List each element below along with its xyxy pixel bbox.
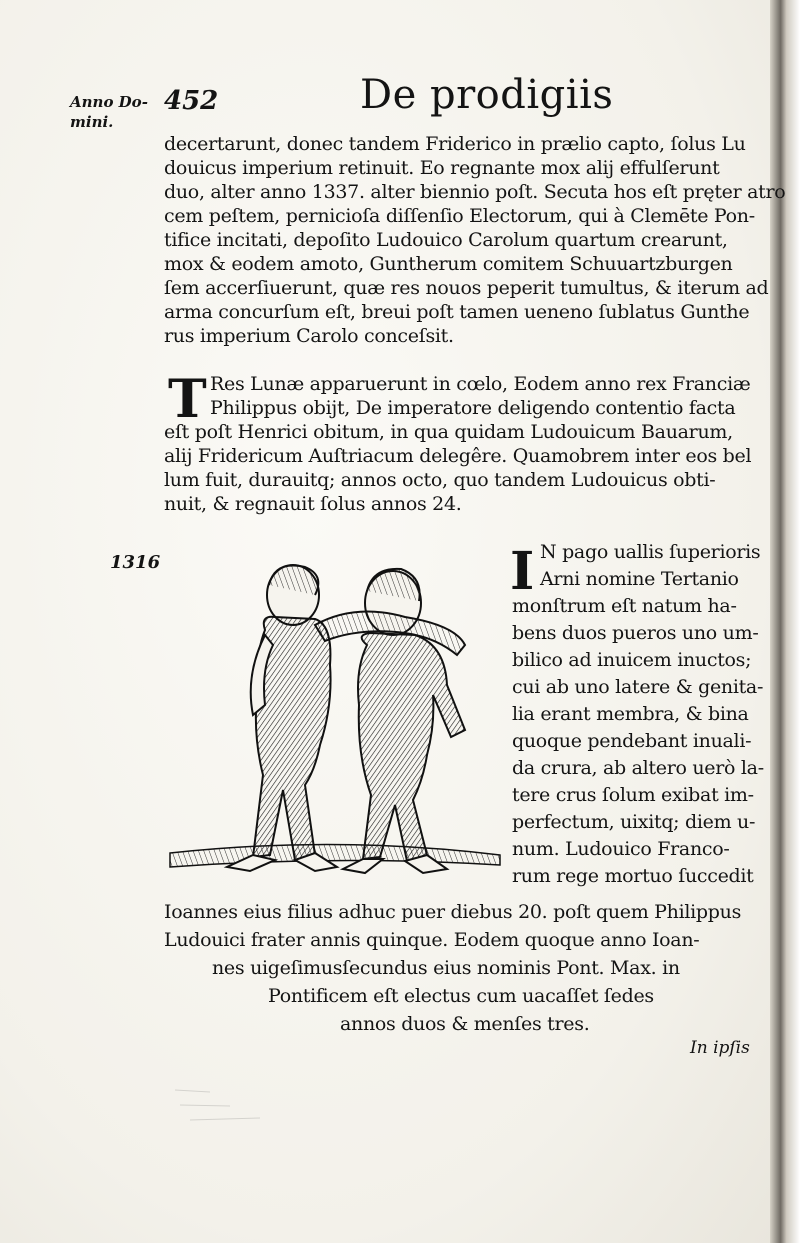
text-line: nuit, & regnauit ſolus annos 24. [164, 493, 462, 515]
catchword: In ipſis [690, 1038, 750, 1058]
text-line: mox & eodem amoto, Guntherum comitem Schuuartzburgen [164, 253, 733, 275]
text-line: lum fuit, durauitq; annos octo, quo tandem Ludouicus obti- [164, 469, 716, 491]
text-line: da crura, ab altero uerò la- [512, 757, 764, 779]
text-line: lia erant membra, & bina [512, 703, 749, 725]
text-line: Arni nomine Tertanio [540, 568, 739, 590]
margin-year-note: 1316 [110, 552, 161, 573]
text-line: arma concurſum eſt, breui poſt tamen ueneno ſublatus Gunthe [164, 301, 750, 323]
text-line: perfectum, uixitq; diem u- [512, 811, 756, 833]
text-line: quoque pendebant inuali- [512, 730, 752, 752]
drop-cap: T [168, 369, 207, 430]
text-line: rus imperium Carolo conceſsit. [164, 325, 454, 347]
text-line: duo, alter anno 1337. alter biennio poſt. Secuta hos eſt pręter atro [164, 181, 786, 203]
text-line: cui ab uno latere & genita- [512, 676, 764, 698]
text-line: Ludouici frater annis quinque. Eodem quoque anno Ioan- [164, 929, 700, 951]
text-line: douicus imperium retinuit. Eo regnante mox alij effulſerunt [164, 157, 720, 179]
faint-show-through-marks [170, 1080, 290, 1130]
text-line: cem peſtem, pernicioſa diſſenſio Electorum, qui à Clemēte Pon- [164, 205, 755, 227]
text-line: rum rege mortuo ſuccedit [512, 865, 754, 887]
text-line: alij Fridericum Auſtriacum delegêre. Quamobrem inter eos bel [164, 445, 752, 467]
text-line: annos duos & menſes tres. [340, 1013, 590, 1035]
drop-cap: I [510, 541, 535, 602]
text-line: bens duos pueros uno um- [512, 622, 759, 644]
margin-note-line: Anno Do- [70, 93, 148, 111]
text-line: tere crus ſolum exibat im- [512, 784, 754, 806]
text-line: Pontificem eſt electus cum uacaſſet ſedes [268, 985, 654, 1007]
woodcut-conjoined-twins-illustration [165, 555, 505, 890]
text-line: Philippus obijt, De imperatore deligendo contentio facta [210, 397, 736, 419]
text-line: N pago uallis ſuperioris [540, 541, 761, 563]
running-head: De prodigiis [360, 72, 614, 118]
text-line: Ioannes eius filius adhuc puer diebus 20. poſt quem Philippus [164, 901, 742, 923]
text-line: bilico ad inuicem inuctos; [512, 649, 752, 671]
text-line: Res Lunæ apparuerunt in cœlo, Eodem anno rex Franciæ [210, 373, 751, 395]
margin-note-line: mini. [70, 113, 114, 131]
text-line: num. Ludouico Franco- [512, 838, 730, 860]
text-line: tifice incitati, depoſito Ludouico Carolum quartum crearunt, [164, 229, 728, 251]
text-line: eſt poſt Henrici obitum, in qua quidam Ludouicum Bauarum, [164, 421, 733, 443]
text-line: nes uigeſimusſecundus eius nominis Pont. Max. in [212, 957, 680, 979]
text-line: ſem accerſiuerunt, quæ res nouos peperit tumultus, & iterum ad [164, 277, 769, 299]
text-line: decertarunt, donec tandem Friderico in prælio capto, ſolus Lu [164, 133, 746, 155]
margin-note [70, 92, 148, 132]
page-number: 452 [164, 86, 219, 116]
text-line: monſtrum eſt natum ha- [512, 595, 737, 617]
